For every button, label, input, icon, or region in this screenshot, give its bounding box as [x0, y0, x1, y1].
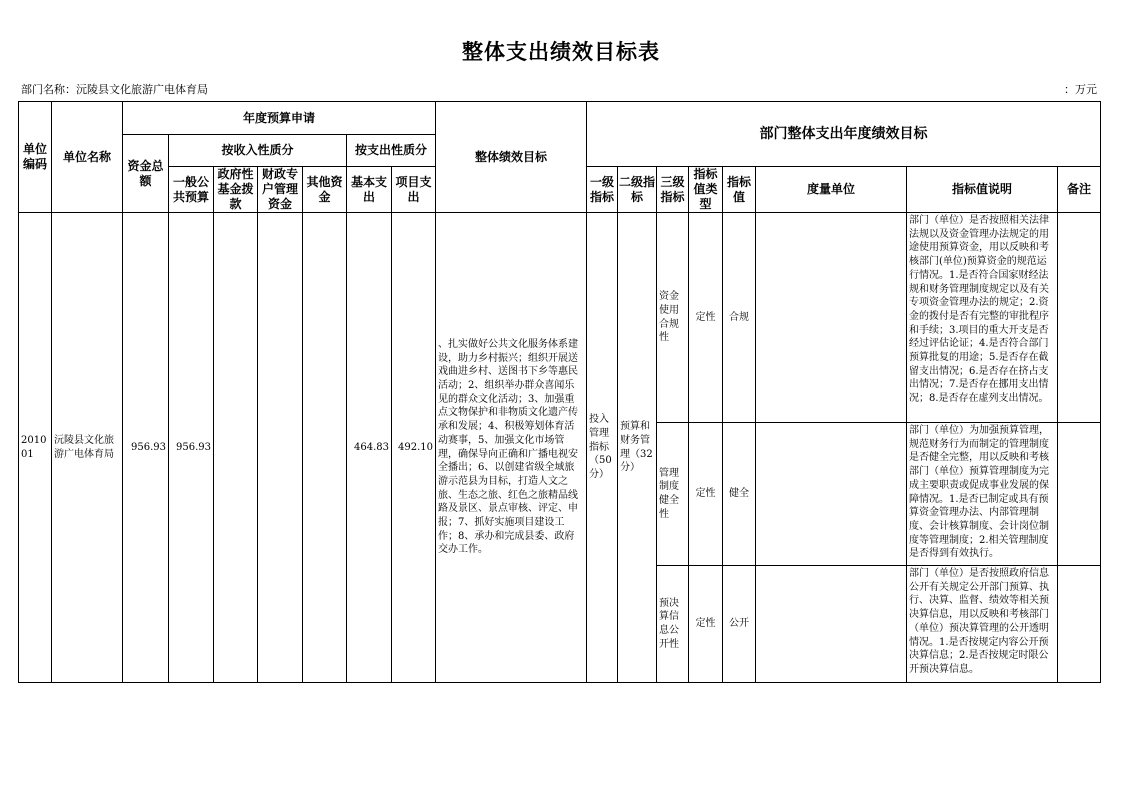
cell-value-3: 公开	[723, 566, 756, 683]
cell-level2: 预算和财务管理（32分）	[618, 213, 657, 683]
cell-remark-2	[1058, 423, 1101, 566]
cell-value-type-3: 定性	[689, 566, 723, 683]
header-value: 指标值	[723, 167, 756, 213]
cell-desc-3: 部门（单位）是否按照政府信息公开有关规定公开部门预算、执行、决算、监督、绩效等相关预决算信息，用以反映和考核部门（单位）预决算管理的公开透明情况。1.是否按规定内容公开预决算信息；2.是否按规定时限公开预决算信息。	[909, 568, 1049, 675]
cell-value-1: 合规	[723, 213, 756, 423]
header-gov-fund: 政府性基金拨款	[214, 167, 258, 213]
cell-desc-1: 部门（单位）是否按照相关法律法规以及资金管理办法规定的用途使用预算资金，用以反映和考核部门(单位)预算资金的规范运行情况。1.是否符合国家财经法规和财务管理制度规定以及有关专项资金管理办法的规定；2.资金的拨付是否有完整的审批程序和手续；3.项目的重大开支是否经过评估论证；4.是否符合部门预算批复的用途；5.是否存在截留支出情况；6.是否存在挤占支出情况；7.是否存在挪用支出情况；8.是否存在虚列支出情况。	[909, 215, 1049, 405]
cell-level3-2: 管理制度健全性	[657, 423, 689, 566]
header-project-expense: 项目支出	[392, 167, 436, 213]
cell-desc-2: 部门（单位）为加强预算管理，规范财务行为而制定的管理制度是否健全完整，用以反映和考核部门（单位）预算管理制度为完成主要职责或促成事业发展的保障情况。1.是否已制定或具有预算资金管理办法、内部管理制度、会计核算制度、会计岗位制度等管理制度；2.相关管理制度是否得到有效执行。	[909, 425, 1049, 560]
cell-desc-1-wrap	[907, 213, 1058, 423]
header-unit-name: 单位名称	[52, 102, 123, 213]
cell-project-expense: 492.10	[392, 213, 436, 683]
cell-value-2: 健全	[723, 423, 756, 566]
header-value-desc: 指标值说明	[907, 167, 1058, 213]
cell-special-account	[258, 213, 303, 683]
header-other-funds: 其他资金	[303, 167, 347, 213]
cell-general-budget: 956.93	[169, 213, 214, 683]
header-unit-code: 单位编码	[19, 102, 52, 213]
header-annual-budget: 年度预算申请	[123, 102, 436, 135]
cell-remark-1	[1058, 213, 1101, 423]
header-overall-goal: 整体绩效目标	[436, 102, 587, 213]
header-basic-expense: 基本支出	[347, 167, 392, 213]
page-title: 整体支出绩效目标表	[462, 40, 660, 64]
cell-basic-expense: 464.83	[347, 213, 392, 683]
header-level1: 一级指标	[587, 167, 618, 213]
cell-unit-code: 201001	[19, 213, 52, 683]
header-level3: 三级指标	[657, 167, 689, 213]
cell-level3-1: 资金使用合规性	[657, 213, 689, 423]
cell-level1: 投入管理指标（50分）	[587, 213, 618, 683]
cell-gov-fund	[214, 213, 258, 683]
cell-value-type-1: 定性	[689, 213, 723, 423]
currency-unit: ：万元	[1064, 83, 1097, 96]
header-remark: 备注	[1058, 167, 1101, 213]
header-dept-goal: 部门整体支出年度绩效目标	[587, 102, 1101, 167]
cell-total-funds: 956.93	[123, 213, 169, 683]
performance-goal-table	[18, 101, 1101, 683]
header-by-expense: 按支出性质分	[347, 135, 436, 167]
header-general-budget: 一般公共预算	[169, 167, 214, 213]
cell-measure-unit-2	[756, 423, 907, 566]
cell-desc-3-wrap	[907, 566, 1058, 683]
cell-unit-name: 沅陵县文化旅游广电体育局	[52, 213, 123, 683]
header-by-income: 按收入性质分	[169, 135, 347, 167]
cell-desc-2-wrap	[907, 423, 1058, 566]
cell-remark-3	[1058, 566, 1101, 683]
cell-level3-3: 预决算信息公开性	[657, 566, 689, 683]
department-name: 部门名称：沅陵县文化旅游广电体育局	[21, 83, 208, 96]
header-level2: 二级指标	[618, 167, 657, 213]
header-measure-unit: 度量单位	[756, 167, 907, 213]
cell-overall-goal: 、扎实做好公共文化服务体系建设，助力乡村振兴；组织开展送戏曲进乡村、送图书下乡等惠民活动；2、组织举办群众喜闻乐见的群众文化活动；3、加强重点文物保护和非物质文化遗产传承和发展；4、积极筹划体育活动赛事，5、加强文化市场管理，确保导向正确和广播电视安全播出；6、以创建省级全域旅游示范县为目标，打造人文之旅、生态之旅、红色之旅精品线路及景区、景点审核、评定、申报；7、抓好实施项目建设工作；8、承办和完成县委、政府交办工作。	[436, 213, 587, 683]
header-total-funds: 资金总额	[123, 135, 169, 213]
cell-other-funds	[303, 213, 347, 683]
cell-measure-unit-1	[756, 213, 907, 423]
cell-measure-unit-3	[756, 566, 907, 683]
header-special-account: 财政专户管理资金	[258, 167, 303, 213]
cell-value-type-2: 定性	[689, 423, 723, 566]
header-value-type: 指标值类型	[689, 167, 723, 213]
